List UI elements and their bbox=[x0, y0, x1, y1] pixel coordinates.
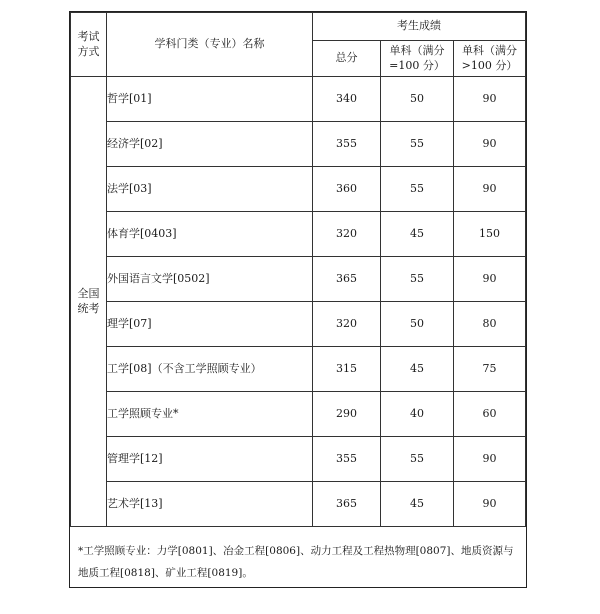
single-100-cell: 45 bbox=[381, 482, 454, 527]
header-single-gt100 bbox=[454, 41, 526, 77]
single-gt100-cell: 90 bbox=[454, 77, 526, 122]
subject-cell: 管理学[12] bbox=[107, 437, 313, 482]
exam-method-cell bbox=[71, 77, 107, 527]
single-gt100-cell: 90 bbox=[454, 257, 526, 302]
total-score-cell: 355 bbox=[313, 437, 381, 482]
table-row bbox=[71, 77, 526, 122]
total-score-cell: 355 bbox=[313, 122, 381, 167]
subject-cell: 经济学[02] bbox=[107, 122, 313, 167]
single-100-cell: 45 bbox=[381, 212, 454, 257]
footnote: *工学照顾专业：力学[0801]、冶金工程[0806]、动力工程及工程热物理[0807]、地质资源与地质工程[0818]、矿业工程[0819]。 bbox=[78, 545, 514, 579]
single-100-cell: 50 bbox=[381, 302, 454, 347]
single-gt100-cell: 150 bbox=[454, 212, 526, 257]
table-row bbox=[71, 257, 526, 302]
total-score-cell: 360 bbox=[313, 167, 381, 212]
header-subject-name: 学科门类（专业）名称 bbox=[107, 13, 313, 77]
subject-cell: 工学照顾专业* bbox=[107, 392, 313, 437]
single-100-cell: 40 bbox=[381, 392, 454, 437]
table-row bbox=[71, 347, 526, 392]
single-gt100-cell: 75 bbox=[454, 347, 526, 392]
header-single-100 bbox=[381, 41, 454, 77]
single-100-cell: 55 bbox=[381, 437, 454, 482]
table-row bbox=[71, 167, 526, 212]
total-score-cell: 365 bbox=[313, 257, 381, 302]
subject-cell: 艺术学[13] bbox=[107, 482, 313, 527]
table-row bbox=[71, 437, 526, 482]
total-score-cell: 290 bbox=[313, 392, 381, 437]
total-score-cell: 320 bbox=[313, 212, 381, 257]
table-row bbox=[71, 122, 526, 167]
subject-cell: 哲学[01] bbox=[107, 77, 313, 122]
table-row bbox=[71, 482, 526, 527]
score-table-body bbox=[71, 77, 526, 527]
header-total: 总分 bbox=[313, 41, 381, 77]
total-score-cell: 320 bbox=[313, 302, 381, 347]
single-gt100-cell: 60 bbox=[454, 392, 526, 437]
header-single-100-text: 单科（满分=100 分） bbox=[389, 43, 445, 72]
table-row bbox=[71, 392, 526, 437]
single-100-cell: 50 bbox=[381, 77, 454, 122]
single-100-cell: 55 bbox=[381, 167, 454, 212]
header-exam-method-text: 考试方式 bbox=[77, 29, 100, 58]
score-table bbox=[70, 12, 526, 527]
score-table-frame bbox=[69, 11, 527, 588]
total-score-cell: 340 bbox=[313, 77, 381, 122]
exam-method-value: 全国统考 bbox=[77, 286, 100, 315]
total-score-cell: 315 bbox=[313, 347, 381, 392]
single-gt100-cell: 90 bbox=[454, 167, 526, 212]
single-gt100-cell: 80 bbox=[454, 302, 526, 347]
header-exam-method bbox=[71, 13, 107, 77]
single-gt100-cell: 90 bbox=[454, 437, 526, 482]
subject-cell: 理学[07] bbox=[107, 302, 313, 347]
single-100-cell: 55 bbox=[381, 257, 454, 302]
single-gt100-cell: 90 bbox=[454, 482, 526, 527]
header-scores-group: 考生成绩 bbox=[313, 13, 526, 41]
total-score-cell: 365 bbox=[313, 482, 381, 527]
subject-cell: 外国语言文学[0502] bbox=[107, 257, 313, 302]
subject-cell: 工学[08]（不含工学照顾专业） bbox=[107, 347, 313, 392]
single-100-cell: 55 bbox=[381, 122, 454, 167]
single-gt100-cell: 90 bbox=[454, 122, 526, 167]
single-100-cell: 45 bbox=[381, 347, 454, 392]
subject-cell: 法学[03] bbox=[107, 167, 313, 212]
subject-cell: 体育学[0403] bbox=[107, 212, 313, 257]
table-row bbox=[71, 302, 526, 347]
header-single-gt100-text: 单科（满分>100 分） bbox=[461, 43, 518, 72]
table-row bbox=[71, 212, 526, 257]
